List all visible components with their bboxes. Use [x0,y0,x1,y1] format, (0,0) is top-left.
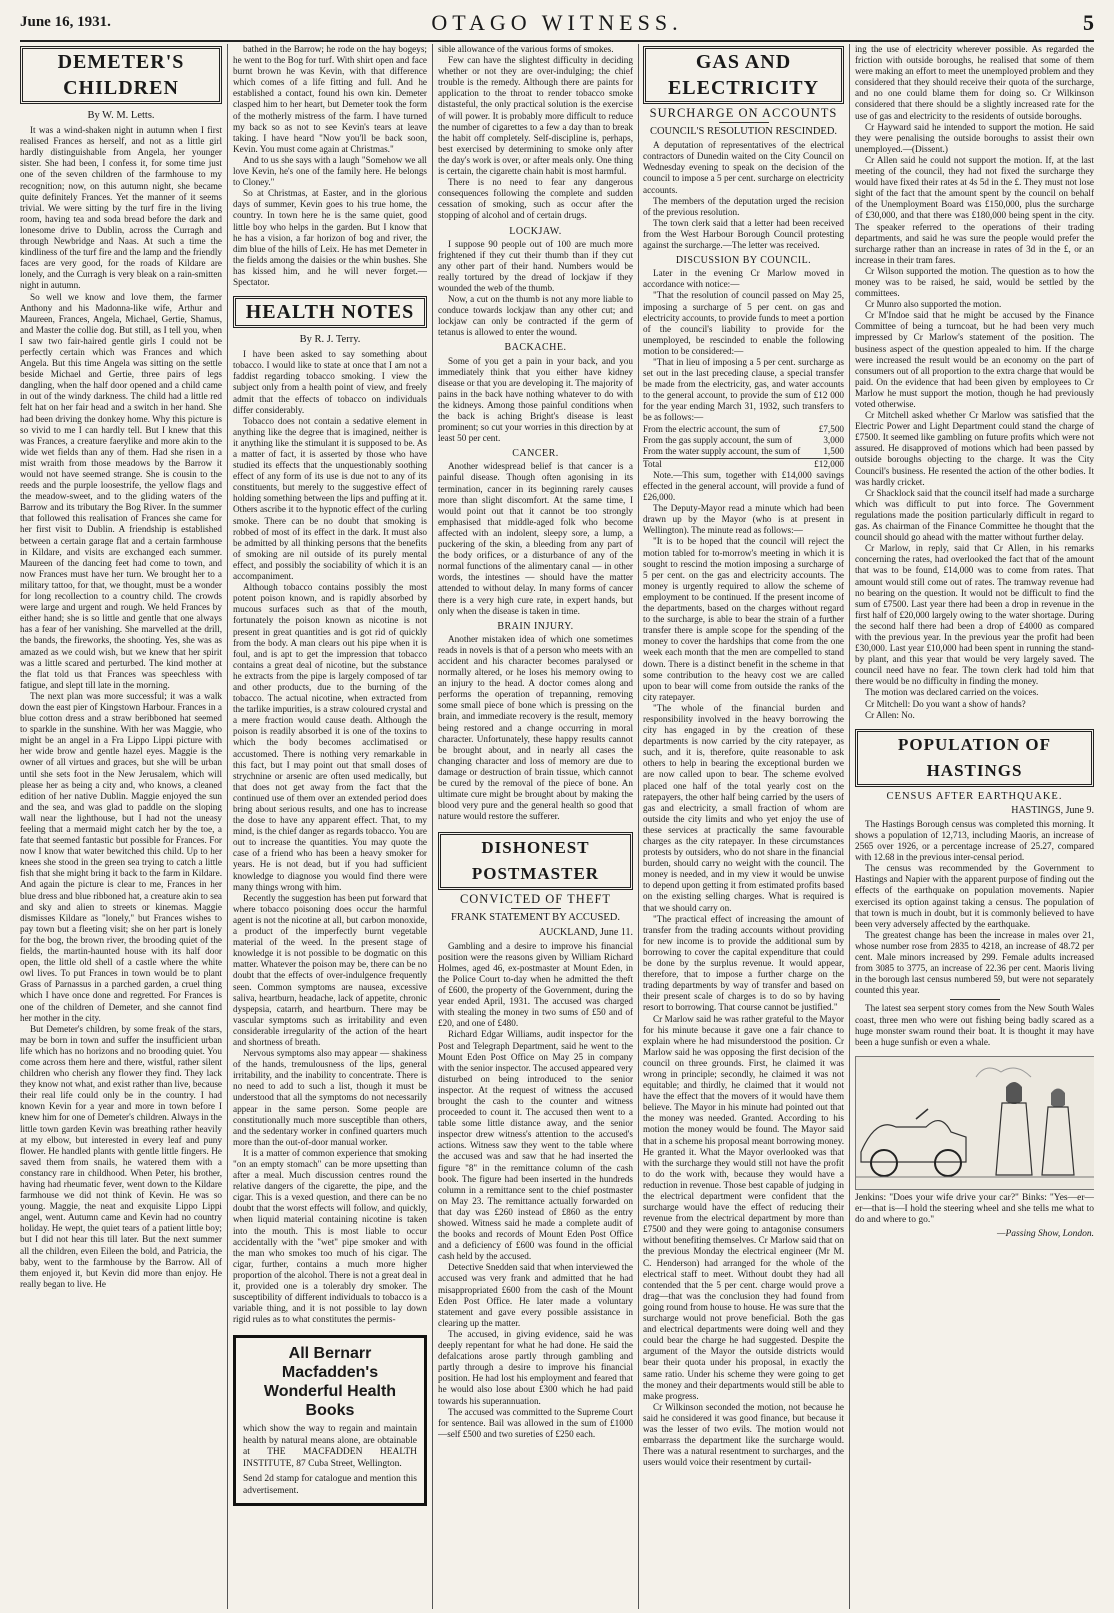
paragraph: Tobacco does not contain a sedative element in anything like the degree that is imagined, neither is it anything like the stimulant it is supposed to be. As a matter of fact, it is asserted by those who have studied its effects that the unquestionably soothing effect of any form of its use is due not to any of its constituents, but merely to the suggestive effect of holding something between the lips and puffing at it. Others ascribe it to the hypnotic effect of the curling smoke. There can be no doubt that smoking is robbed of most of its effect in the dark. It must also be admitted by all thinking persons that the benefits of smoking are nil outside of its purely mental effect, and possibly the sociability of which it is an accompaniment. [233,415,427,582]
paragraph: sible allowance of the various forms of smokes. [438,44,614,54]
short-rule [511,908,561,909]
subheading: CENSUS AFTER EARTHQUAKE. [886,790,1063,802]
paragraph: And to us she says with a laugh "Somehow we all love Kevin, he's one of the family here. He belongs to Cloney." [233,154,427,188]
paragraph: Cr Shacklock said that the council itself had made a surcharge which was difficult to put into force. The Government regulations made the position particularly difficult in regard to gas. As chairman of the Finance Committee he thought that the council should go ahead with the matter without further delay. [855,487,1094,543]
ad-body: which show the way to regain and maintain health by natural means alone, are obtainable at THE MACFADDEN HEALTH INSTITUTE, 87 Cuba Street, Wellington. [243,1424,417,1469]
paragraph: Cr Mitchell asked whether Cr Marlow was satisfied that the Electric Power and Light Department could stand the charge of £7500. It seemed like gambling on future profits which were not assured. He disapproved of motions which had been passed by outside boroughs objecting to the charge. It was the City Council's business. He resented the action of the other bodies. It was hardly cricket. [855,410,1094,487]
cartoon-credit: —Passing Show, London. [997,1229,1094,1240]
paragraph: Richard Edgar Williams, audit inspector for the Post and Telegraph Department, said he went to the Mount Eden Post Office on May 25 in company with the senior inspector. The accused appeared very disturbed on being introduced to the senior inspector. At the request of witness the accused brought the cash to the counter and witness proceeded to count it. The accused then went to a table some little distance away, and the senior inspector drew witness's attention to the accused's actions. Witness saw they went to the table where the accused was and saw that he had inserted the figure "8" in the remittance column of the cash book. The figure had been inserted in the hundreds column in a remittance sent to the chief postmaster on May 23. The remittance actually forwarded on that day was £260 instead of £860 as the entry showed. Witness said he made a complete audit of the books and records of Mount Eden Post Office and a deficiency of £600 was found in the official cash held by the accused. [438,1029,633,1262]
paragraph: A deputation of representatives of the electrical contractors of Dunedin waited on the City Council on Wednesday evening to speak on the decision of the council to impose a 5 per cent. surcharge on electricity accounts. [643,140,844,195]
paragraph: Now, a cut on the thumb is not any more liable to conduce towards lockjaw than any other cut; and lockjaw can only be contracted if the germ of tetanus is allowed to enter the wound. [438,294,633,338]
paragraph: Cr Wilkinson seconded the motion, not because he said he considered it was good finance, but because it was the lesser of two evils. The motion would not embarrass the department like the surcharge would. There was a natural resentment to surcharges, and the users would voice their resentment by curtail- [643,1401,844,1468]
cartoon-drawing [856,1057,1094,1189]
paragraph: The greatest change has been the increase in males over 21, whose number rose from 2835 to 4218, an increase of 48.72 per cent. Male minors increased by 299. Female adults increased from 3085 to 3775, an increase of 22.36 per cent. Maoris living in the borough last census numbered 59, but were not separately counted this year. [855,929,1094,996]
article-headline: GAS AND ELECTRICITY [643,46,844,104]
paragraph: Cr Munro also supported the motion. [865,299,1002,310]
ledger-row [643,435,844,446]
ledger-amount: 1,500 [823,445,844,456]
paragraph: Recently the suggestion has been put forward that where tobacco poisoning does occur the harmful agent is not the nicotine at all, but carbon monoxide, a product of the imperfectly burnt vegetable material of the weed. In the present stage of knowledge it is not possible to be dogmatic on this matter. Whatever the poison may be, there can be no doubt that the effects of over-indulgence frequently seen. Common symptoms are nausea, excessive saliva, heartburn, headache, lack of appetite, chronic dyspepsia, catarrh, and heartburn. There may be vascular symptoms such as irritability and even considerable irregularity of the action of the heart and shortness of breath. [233,892,427,1047]
cartoon-illustration [855,1056,1094,1190]
ledger-label: Total [643,458,662,469]
paragraph: "The practical effect of increasing the amount of transfer from the trading accounts without providing for new income is to provide the additional sum by borrowing to cover the capital expenditure that could be done by the surplus revenue. It would appear, therefore, that to impose a further charge on the trading departments by way of transfer and based on their present scale of charges is to do so by having resort to borrowing. That course cannot be justified." [643,913,844,1013]
paragraph: The latest sea serpent story comes from the New South Wales coast, three men who were out fishing being badly scared as a huge monster swam round their boat. It is thought it may have been a huge sunfish or even a whale. [855,1003,1094,1047]
article-headline: DEMETER'S CHILDREN [20,46,222,104]
ledger-row [643,446,844,457]
paragraph: The next plan was more successful; it was a walk down the east pier of Kingstown Harbour. Frances in a blue cotton dress and a straw beribboned hat seemed to sparkle in the sunshine. With her was Maggie, who might be an angel in a Fra Lippo Lippi picture with her wide brow and gentle hazel eyes. Maggie is the owner of all virtues and graces, but she will be urban until she sets foot in the New Jerusalem, which will please her as being a city and, who knows, a cleaned edition of her native Dublin. Maggie enjoyed the sun and the sea, and was glad to paddle on the sloping wall near the lighthouse, but I had not the uneasy feeling that a mermaid might catch her by the toe, a fate that seemed fantastic but possible for Frances. For now I know that water bewitched this child. Up to her knees she stood in the green sea trying to catch a little fish that she might bring it back to the farm in Kildare. And again the picture is clear to me, Frances in her blue dress and blue ribboned hat, a creature akin to sea and sky and alien to streets or kinemas. Maggie dismisses Kildare as "lonely," but Frances wishes to pay town but a fleeting visit; she on her part is lonely for the bog, the brown river, the brooding quiet of the fields, the martin-haunted house with its half door open, the little old shell of a castle where the white owl lives. To put Frances in town would be to plant Grass of Parnassus in a parched garden, a cruel thing which I have once done and regretted. For Frances is one of the children of Demeter, and she cannot find her mother in the city. [20,690,222,1023]
paragraph: Although tobacco contains possibly the most potent poison known, and is rapidly absorbed by mucous surfaces such as that of the mouth, fortunately the poison known as nicotine is not present in great quantities and is got rid of quickly from the body. A man clears out his pipe when it is foul, and is apt to get the impression that tobacco contains a great deal of nicotine, but the substance he extracts from the pipe is largely composed of tar and other products, due to the burning of the tobacco. The actual nicotine, when extracted from the tarlike impurities, is a straw coloured crystal and a mere fraction would cause death. Although the poison is readily absorbed it is one of the toxins to which the body becomes acclimatised or accustomed. There is nothing very remarkable in this fact, but I may point out that small doses of strychnine or arsenic are often used medically, but that does not get away from the fact that the continued use of them over an extended period does bring about serious results, and one has to increase the dose to have any apparent effect. That, to my mind, is the chief danger as regards tobacco. You are out to increase the quantities. You may quote the case of a friend who has been a heavy smoker for years. He is not dead, but if you had sufficient knowledge to diagnose you would find there were many things wrong with him. [233,582,427,892]
newspaper-title: OTAGO WITNESS. [431,10,683,35]
paragraph: Cr Hayward said he intended to support the motion. He said they were penalising the outside boroughs to assist their own unemployed.—(Dissent.) [855,121,1094,154]
column-1 [20,44,222,1609]
short-rule [950,999,1000,1000]
subheading: FRANK STATEMENT BY ACCUSED. [451,912,620,924]
ledger-amount: £7,500 [818,423,844,434]
paragraph: The accused, in giving evidence, said he was deeply repentant for what he had done. He said the defalcations arose partly through gambling and partly through a desire to improve his financial position. He had lost his employment and feared that he would also lose about £300 which he had paid towards his superannuation. [438,1328,633,1406]
paragraph: So at Christmas, at Easter, and in the glorious days of summer, Kevin goes to his true home, the country. In town here he is the same quiet, good little boy who helps in the garden. But I know that he has a vision, a far horizon of bog and river, the dim blue of the hills of Leix. He has met Demeter in the fields among the daisies or the whin bushes. She has kissed him, and he will never forget.—Spectator. [233,188,427,287]
paragraph: Cr M'Indoe said that he might be accused by the Finance Committee of being a turncoat, but he had been very much impressed by Cr Marlow's statement of the position. The business aspect of the question appealed to him. If the charge were increased the result would be an economy on the part of consumers out of all proportion to the extra charge that would be paid. On the evidence that had been given by employees to Cr Marlow he must support the motion, though he had previously voted otherwise. [855,310,1094,409]
article-headline: DISHONEST POSTMASTER [438,832,633,890]
paragraph: Cr Marlow, in reply, said that Cr Allen, in his remarks concerning the rates, had overlooked the fact that of the amount that was to be found, £14,000 was to come from rates. That amount would still come out of rates. The tramway revenue had no bearing on the question. It would not be difficult to find the sum of £7500. Last year there had been a drop in revenue in the first half of £20,000 largely owing to the water shortage. During the second half there had been a drop of £4000 as compared with the previous year. In the previous year the profit had been £30,000. Last year £10,000 had been spent in running the stand-by plant, and this year that would be very largely saved. The council need have no fear. The town clerk had told him that there would be no difficulty in finding the money. [855,543,1094,687]
paragraph: Cr Marlow said he was rather grateful to the Mayor for his minute because it gave one a fair chance to explain where he had misunderstood the position. Cr Marlow said he was opposing the first decision of the council on three grounds. First, he claimed it was wrong in principle; secondly, he claimed it was not equitable; and thirdly, he claimed that it would not have the effect that the movers of it would have them believe. The Mayor in his minute had pointed out that the money was needed. Granted. According to his motion the money would be found. The Mayor said that in a scheme his proposal meant borrowing money. He granted it. What the Mayor overlooked was that with the surcharge they would still not have the profit to do the work with, because they would have a reduction in revenue. Those best capable of judging in the electrical department were confident that the surcharge would have the effect of reducing their revenue from the electrical department by more than £7500 and they were going to antagonise consumers without benefiting themselves. Cr Marlow said that on the previous Monday the electrical engineer (Mr M. C. Henderson) had arranged for the whole of the electrical staff to meet. Without doubt they had all contended that the 5 per cent. charge would prove a drag—that was the conclusion they had found from going round from house to house. He was sure that the surcharge would not prove beneficial. Both the gas and electrical departments were doing well and they could bear the charge he had suggested. Despite the argument of the Mayor the outside districts would bear their quota under his proposal, in exactly the same ratio. Under his scheme they were going to get the money and their departments would still be able to make progress. [643,1013,844,1401]
paragraph: Cr Mitchell: Do you want a show of hands? [865,698,1026,709]
section-heading: DISCUSSION BY COUNCIL. [675,255,812,267]
section-heading: BRAIN INJURY. [497,620,574,632]
article-headline: HEALTH NOTES [233,296,427,328]
column-divider [638,44,639,1609]
paragraph: I have been asked to say something about tobacco. I would like to state at once that I am not a faddist regarding tobacco smoking. I view the subject only from a health point of view, and freely admit that the effects of tobacco on individuals differ considerably. [233,349,427,415]
section-heading: LOCKJAW. [509,225,562,237]
ad-note: Send 2d stamp for catalogue and mention this advertisement. [243,1474,417,1496]
paragraph: The town clerk said that a letter had been received from the West Harbour Borough Council protesting against the surcharge.—The letter was received. [643,217,844,251]
column-5 [855,44,1094,1609]
paragraph: Another mistaken idea of which one sometimes reads in novels is that of a person who meets with an accident and his character becomes paralysed or normally altered, or he loses his memory owing to an injury to the head. A doctor comes along and performs the operation of trepanning, removing some small piece of bone which is pressing on the brain, and immediate recovery is the result, memory being restored and a change occurring in moral character. Unfortunately, these happy results cannot be brought about, and in nearly all cases the changing character and loss of memory are due to damage or destruction of brain tissue, which cannot be cured by the removal of the piece of bone. An ultimate cure might be brought about by making the blood very pure and the general health so good that nature would restore the sufferer. [438,633,633,822]
paragraph: Cr Allen said he could not support the motion. If, at the last meeting of the council, they had not fixed the surcharge they would have fixed their rates at 4s 5d in the £. They must not lose sight of the fact that the amount spent by the council on behalf of the Unemployment Board was £150,000, plus the surcharge of £30,000, and that there was £180,000 being spent in the city. The speaker referred to the operations of their trading departments, and said he was sure the people would prefer the surcharge rather than an increase in rates of 3d in the £, or an increase in their tram fares. [855,154,1094,265]
paragraph: Detective Snedden said that when interviewed the accused was very frank and admitted that he had misappropriated £600 from the cash of the Mount Eden Post Office. He later made a voluntary statement and gave every possible assistance in clearing up the matter. [438,1262,633,1328]
byline: By R. J. Terry. [299,334,361,346]
advertisement [233,1335,427,1506]
transfer-ledger [643,424,844,470]
paragraph: Few can have the slightest difficulty in deciding whether or not they are over-indulging; the chief trouble is the remedy. Although there are paints for application to the throat to render tobacco smoke distasteful, the only practical solution is the exercise of will power. It is probably more difficult to reduce the number of cigarettes to a few a day than to break the habit off completely. Self-discipline is, perhaps, best exercised by determining to smoke only after the day's work is over, or after meals only. One thing is certain, the cigarette chain habit is most harmful. [438,55,633,177]
ledger-label: From the water supply account, the sum of [643,445,801,456]
paragraph: "That the resolution of council passed on May 25, imposing a surcharge of 5 per cent. on gas and electricity accounts, to provide funds to meet a portion of the council's liability to provide for the unemployed, be rescinded to enable the following motion to be considered:— [643,290,844,356]
paragraph: The census was recommended by the Government to Hastings and Napier with the apparent purpose of finding out the effects of the earthquake on population movements. Napier exercised its option against taking a census. The population of that town is much in doubt, but it is commonly believed to have been very adversely affected by the earthquake. [855,863,1094,929]
paragraph: Nervous symptoms also may appear — shakiness of the hands, tremulousness of the lips, general irritability, and the inability to concentrate. There is no need to add to such a list, though it must be understood that all the symptoms do not necessarily appear in the same person. Some people are constitutionally much more susceptible than others, and the sedentary worker in confined quarters much more than the out-of-door manual worker. [233,1048,427,1147]
paragraph: The members of the deputation urged the recision of the previous resolution. [643,195,844,217]
paragraph: ing the use of electricity wherever possible. As regarded the friction with outside boroughs, he realised that some of them were making an effort to meet the unemployed problem and they considered that they should receive their quota of the surcharge, and no one could blame them for doing so. Cr Wilkinson considered that there should be a slightly increased rate for the use of gas and electricity to the residents of outside boroughs. [855,44,1094,121]
subheading: SURCHARGE ON ACCOUNTS [649,106,838,120]
paragraph: But Demeter's children, by some freak of the stars, may be born in town and suffer the insufficient urban life which has no horizons and no brooding quiet. You come across them here and there, wistful, rather silent children who cherish any flower they find. They lack they know not what, and exist rather than live, because their real life could only be in the country. I had known Kevin for a year and more in town before I knew him for one of Demeter's children. Always in the little town garden Kevin was breathing rather heavily at my elbow, but interested in every leaf and puny flower. He handled plants with gentle little fingers. He saved them from snails, he watered them with a constancy rare in childhood. When Peter, his brother, having had rheumatic fever, went down to the Kildare farmhouse we did not think of Kevin. He was so young. Maggie, the neat and exquisite Lippo Lippi angel, went. Autumn came and Kevin had no country holiday. He wept, the quiet tears of a patient little boy; but I did not hear this till later. But the next summer all the children, even Eileen the bold, and Patricia, the baby, went to the farmhouse by the Barrow. All of them enjoyed it, but Kevin did more than enjoy. He really began to live. He [20,1023,222,1289]
ledger-label: From the gas supply account, the sum of [643,434,793,445]
column-divider [849,44,850,1609]
paragraph: So well we know and love them, the farmer Anthony and his Madonna-like wife, Arthur and Maureen, Frances, Angela, Michael, Gertie, Shamus, and Master the collie dog. But still, as I tell you, when I saw two fair-haired gentle girls I could not be perfectly certain which was Frances and which Angela. But this time Angela was sitting on the settle beside Michael and Gertie, three pairs of legs dangling, when the half door opened and a child came in out of the windy darkness. The child had a little red felt hat on her fair head and a switch in her hand. She had been driving the donkey home. Why this picture is so vivid to me I can hardly tell. But I knew that this was Frances, a creature faerylike and more akin to the wide wet fields than any of them. Had she risen in a mist wraith from those meadows by the Barrow it would not have seemed strange. She is cousin to the reeds and the purple loosestrife, the yellow flags and the meadow-sweet, and to the gliding waters of the Barrow and its tributary the Bog River. In the summer that followed this realisation of Frances she came for her first visit to Dublin. A friendship is established between a certain garage flat and a certain farmhouse in Kildare, and visits are exchanged each summer. Maureen of the dancing feet had come to town, and now Frances must have her turn. We brought her to a military tattoo, for that, we thought, must be a wonder for long recollection to a country child. The crowds were large and urgent and rough. We held Frances by either hand; she is so little and gentle that one always has a fear of her vanishing. She marvelled at the drill, the bands, the fireworks, the shooting. Yes, she was as amazed as we could wish, but we knew that her spirit was a little scared and perturbed. The kind mother at the flat told us that Frances was speechless with fatigue, and slept till late in the morning. [20,291,222,690]
paragraph: The accused was committed to the Supreme Court for sentence. Bail was allowed in the sum of £1000—self £500 and two sureties of £250 each. [438,1406,633,1439]
paragraph: The motion was declared carried on the voices. [865,687,1039,698]
article-headline: POPULATION OF HASTINGS [855,729,1094,787]
ledger-row [643,458,844,470]
column-3 [438,44,633,1609]
paragraph: There is no need to fear any dangerous consequences following the complete and sudden cessation of smoking, such as occur after the stopping of alcohol and of certain drugs. [438,177,633,221]
column-divider [227,44,228,1609]
byline: By W. M. Letts. [87,110,155,121]
paragraph: Cr Allen: No. [865,709,915,720]
paragraph: Gambling and a desire to improve his financial position were the reasons given by William Richard Holmes, aged 46, ex-postmaster at Mount Eden, in the Police Court to-day when he admitted the theft of £600, the property of the Government, during the year ended April, 1931. The accused was charged with stealing the money in two sums of £50 and of £20, and one of £480. [438,940,633,1029]
paragraph: "That in lieu of imposing a 5 per cent. surcharge as set out in the last preceding clause, a special transfer be made from the electricity, gas, and water accounts to the general account, to provide the sum of £12 000 for the year ending March 31, 1932, such transfers to be as follows:— [643,356,844,423]
issue-date: June 16, 1931. [20,14,111,30]
dateline: AUCKLAND, June 11. [538,926,633,938]
cartoon-caption: Jenkins: "Does your wife drive your car?" Binks: "Yes—er—er—that is—I hold the steering wheel and she tells me what to do and where to go." [855,1192,1094,1226]
section-heading: BACKACHE. [504,342,567,354]
ledger-row [643,424,844,435]
ledger-amount: 3,000 [823,434,844,445]
ad-title: All Bernarr Macfadden's Wonderful Health Books [263,1345,397,1420]
paragraph: "The whole of the financial burden and responsibility involved in the heavy borrowing the city has engaged in by the creation of these departments is now carried by the city ratepayer, as such, and it is, therefore, quite reasonable to ask others to help in bearing the exceptional burden we are now called upon to bear. The scheme evolved placed one half of the total yearly cost on the ratepayers, the other half being carried by the users of gas and electricity, a small fraction of whom are outside the city limits and who yet enjoy the use of these services at practically the same favourable charges as the city ratepayer. In these circumstances protests by outsiders, who do not share in the financial burden, should carry no weight with the council. The money is needed, and in my view it would be unwise to depend upon getting it from estimated profits based on the existing selling charges. What is required is that we should carry on. [643,702,844,913]
paragraph: Another widespread belief is that cancer is a painful disease. Though often agonising in its termination, cancer in its beginning rarely causes more than slight discomfort. At the same time, I would point out that it cannot be too strongly emphasised that middle-aged folk who become affected with an indolent, sleepy sore, a lump, a puckering of the skin, a bleeding from any part of the body orifices, or a disturbance of any of the normal functions of the alimentary canal — in other words, the intestines — should have the matter attended to without delay. In many forms of cancer there is a very high cure rate, in expert hands, but only when the disease is taken in time. [438,461,633,616]
section-heading: CANCER. [512,448,559,460]
paragraph: Note.—This sum, together with £14,000 savings effected in the general account, will provide a fund of £26,000. [643,469,844,503]
paragraph: Cr Wilson supported the motion. The question as to how the money was to be raised, he said, would be settled by the committees. [855,265,1094,299]
ledger-label: From the electric account, the sum of [643,423,781,434]
paragraph: The Hastings Borough census was completed this morning. It shows a population of 12,713, including Maoris, an increase of 2565 over 1926, or a percentage increase of 25.27, compared with 12.68 in the previous inter-censal period. [855,818,1094,863]
masthead [20,8,1094,38]
paragraph: Some of you get a pain in your back, and you immediately think that you either have kidney disease or that you are developing it. The majority of pains in the back have nothing whatever to do with the kidneys. Among those painful conditions when the back is aching Bright's disease is least prominent; so cut your worries in this direction by at least 50 per cent. [438,355,633,444]
subheading: CONVICTED OF THEFT [459,892,612,907]
column-4 [643,44,844,1609]
ledger-amount: £12,000 [814,458,844,469]
paragraph: I suppose 90 people out of 100 are much more frightened if they cut their thumb than if they cut any other part of their hand. Numbers would be really tortured by the dread of lockjaw if they wounded the web of the thumb. [438,238,633,293]
page-number: 5 [1083,10,1094,35]
paragraph: Later in the evening Cr Marlow moved in accordance with notice:— [643,268,844,290]
short-rule [719,122,769,123]
column-2 [233,44,427,1609]
paragraph: The Deputy-Mayor read a minute which had been drawn up by the Mayor (who is at present in Wellington). The minute read as follows:— [643,503,844,536]
masthead-rule [20,40,1094,42]
paragraph: It was a wind-shaken night in autumn when I first realised Frances as herself, and not as a little girl hardly distinguishable from Angela, her younger sister. She had been, I confess it, for some time just one of the seven children of the farmhouse to my recognition; now, on this autumn night, she became quite definitely Frances. Yet the manner of it seems trivial. We were sitting by the turf fire in the living room, having tea and soda bread before the dark and lonesome drive to Dublin, across the Curragh and through Newbridge and Naas. At such a time the kindliness of the turf fire and the lamp and the friendly faces are very good, for the roads of Kildare are lonely, and the Curragh is very bleak on a rain-smitten night in autumn. [20,125,222,291]
paragraph: It is a matter of common experience that smoking "on an empty stomach" can be more upsetting than after a meal. Much discussion centres round the relative dangers of the cigarette, the pipe, and the cigar. This is a vexed question, and there can be no doubt that the worst effects will follow, and quickly, when liquid material containing nicotine is taken into the mouth. This is most liable to occur accidentally with the "wet" pipe smoker and with the man who smokes too much of his cigar. The cigar, further, contains a much more higher proportion of the alcohol. There is not a great deal in it, provided one is a tolerably dry smoker. The susceptibility of different individuals to tobacco is a variable thing, and it is not possible to lay down rigid rules as to what constitutes the permis- [233,1147,427,1325]
paragraph: "It is to be hoped that the council will reject the motion tabled for to-morrow's meeting in which it is sought to rescind the motion imposing a surcharge of 5 per cent. on the gas and electricity accounts. The money is urgently required to allow the scheme of employment to be continued. If the present income of the departments, based on the charges without regard to the surcharge, is able to bear the strain of a further transfer there is ample scope for the spending of the money to cover the hardships that come from the one week each month that the men are compelled to stand down. There is a distinct benefit in the scheme in that some contribution to the heavy cost we are called upon to bear will come from outside the ranks of the city ratepayer. [643,536,844,702]
dateline: HASTINGS, June 9. [1011,804,1094,816]
paragraph: bathed in the Barrow; he rode on the hay bogeys; he went to the Bog for turf. With shirt open and face burnt brown he was Kevin, with that difference which comes of a life fitting and full. And he established a contact, found his own kin. Demeter clasped him to her heart, but Demeter took the form of the motherly mistress of the farm. I have turned my back so as not to see Kevin's tears at leave taking. I have heard "Now you'll be back soon, Kevin. You must come again at Christmas." [233,44,427,154]
column-divider [432,44,433,1609]
subheading: COUNCIL'S RESOLUTION RESCINDED. [649,126,838,138]
